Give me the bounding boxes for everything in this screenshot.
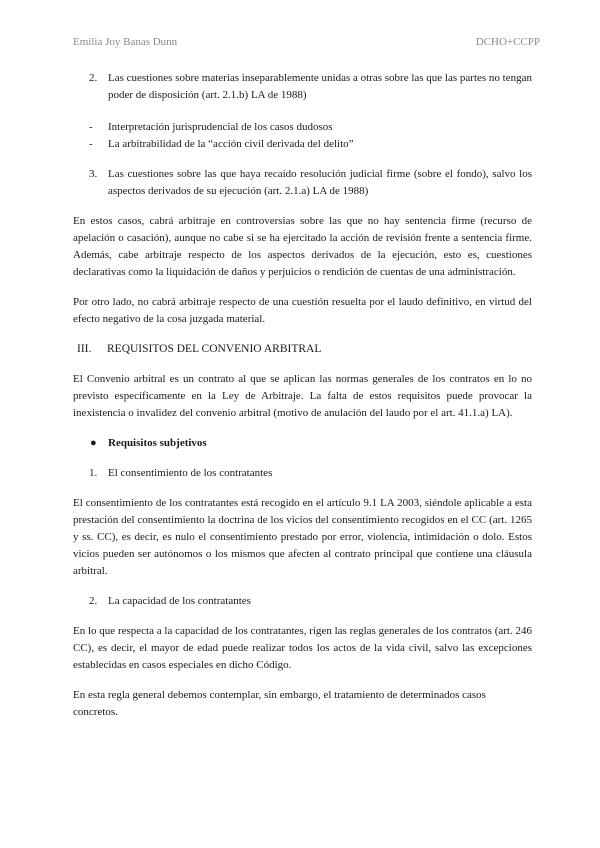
paragraph-cosa-juzgada: Por otro lado, no cabrá arbitraje respecto de una cuestión resuelta por el laudo definitivo, en virtud del efecto negativo de la cosa juzgada material. [73,296,532,325]
bullet-item [73,435,532,452]
item-text: Las cuestiones sobre materias inseparablemente unidas a otras sobre las que las partes no tengan poder de disposición (art. 2.1.b) LA de 1988) [108,72,532,101]
dash-item-1 [73,119,532,136]
section-number: III. [77,343,92,355]
bullet-marker: ● [90,437,97,449]
dash-text: Interpretación jurisprudencial de los casos dudosos [108,121,333,133]
item-number: 2. [89,595,98,607]
numbered-item-3 [73,166,532,200]
header-course: DCHO+CCPP [475,36,540,48]
item-number: 2. [89,72,98,84]
subsection-capacidad [73,593,532,610]
subsection-consentimiento [73,465,532,482]
item-number: 3. [89,168,98,180]
paragraph-capacidad: En lo que respecta a la capacidad de los contratantes, rigen las reglas generales de los contratos (art. 246 CC), es decir, el mayor de edad puede realizar todos los actos de la vida civil, salvo las excepciones establecidas en casos especiales en dicho Código. [73,625,532,671]
document-body [73,70,532,721]
item-text: El consentimiento de los contratantes [108,467,273,479]
dash-item-2 [73,136,532,153]
numbered-item-2 [73,70,532,104]
item-text: Las cuestiones sobre las que haya recaído resolución judicial firme (sobre el fondo), salvo los aspectos derivados de su ejecución (art. 2.1.a) LA de 1988) [108,168,532,197]
paragraph-regla-general: En esta regla general debemos contemplar, sin embargo, el tratamiento de determinados casos concretos. [73,689,486,718]
header-author: Emilia Joy Banas Dunn [73,36,178,48]
section-heading [73,341,532,358]
dash-marker: - [89,121,93,133]
paragraph-consentimiento: El consentimiento de los contratantes está recogido en el artículo 9.1 LA 2003, siéndole aplicable a esta prestación del consentimiento la doctrina de los vicios del consentimiento recogidos en el CC (art. 1265 y ss. CC), es decir, es nulo el consentimiento prestado por error, violencia, intimidación o dolo. Estos vicios pueden ser autónomos o los mismos que afecten al contrato principal que contiene una cláusula arbitral. [73,497,532,577]
item-number: 1. [89,467,98,479]
paragraph-convenio-arbitral: El Convenio arbitral es un contrato al que se aplican las normas generales de los contratos en lo no previsto específicamente en la Ley de Arbitraje. La falta de estos requisitos puede provocar la inexistencia o invalidez del convenio arbitral (motivo de anulación del laudo por el art. 41.1.a) LA). [73,373,532,419]
item-text: La capacidad de los contratantes [108,595,251,607]
section-title: REQUISITOS DEL CONVENIO ARBITRAL [107,343,322,355]
dash-text: La arbitrabilidad de la “acción civil derivada del delito” [108,138,354,150]
bullet-text: Requisitos subjetivos [108,437,207,449]
dash-marker: - [89,138,93,150]
paragraph-sentencia-firme: En estos casos, cabrá arbitraje en controversias sobre las que no hay sentencia firme (recurso de apelación o casación), aunque no cabe si se ha ejercitado la acción de revisión frente a sentencia firme. Además, cabe arbitraje respecto de los aspectos derivados de la ejecución, esto es, cuestiones declarativas como la liquidación de daños y perjuicios o rendición de cuentas de una administración. [73,215,532,278]
